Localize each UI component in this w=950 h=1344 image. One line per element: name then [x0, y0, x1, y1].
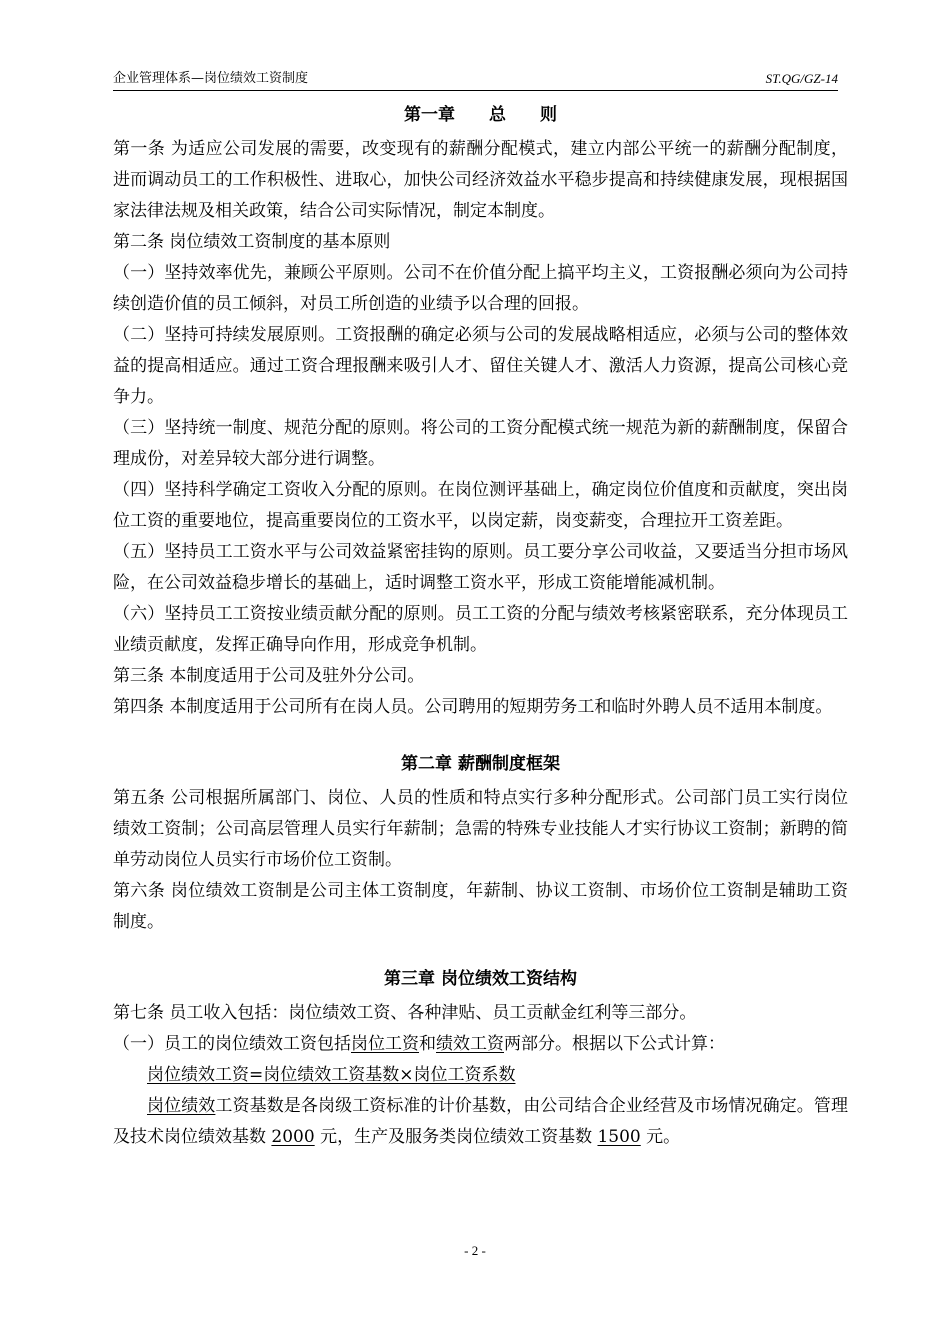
item-1-and: 和 [419, 1034, 436, 1054]
management-base-amount: 2000 [271, 1127, 315, 1147]
wage-base-paragraph [113, 1091, 848, 1153]
wage-base-text-2: 元，生产及服务类岗位绩效工资基数 [314, 1127, 598, 1147]
article-3: 第三条 本制度适用于公司及驻外分公司。 [113, 666, 425, 686]
wage-base-term: 岗位绩效 [147, 1096, 216, 1116]
principle-5: （五）坚持员工工资水平与公司效益紧密挂钩的原则。员工要分享公司收益，又要适当分担市场风险，在公司效益稳步增长的基础上，适时调整工资水平，形成工资能增能减机制。 [113, 542, 848, 593]
document-body [113, 100, 848, 1153]
chapter-1-title [113, 100, 848, 134]
header-title: 企业管理体系—岗位绩效工资制度 [113, 71, 309, 86]
performance-wage-term: 绩效工资 [436, 1034, 504, 1054]
article-5: 第五条 公司根据所属部门、岗位、人员的性质和特点实行多种分配形式。公司部门员工实行岗位绩效工资制；公司高层管理人员实行年薪制；急需的特殊专业技能人才实行协议工资制；新聘的简单劳动岗位人员实行市场价位工资制。 [113, 788, 848, 870]
wage-formula-text: 岗位绩效工资=岗位绩效工资基数×岗位工资系数 [147, 1065, 516, 1085]
article-1: 第一条 为适应公司发展的需要，改变现有的薪酬分配模式，建立内部公平统一的薪酬分配制度，进而调动员工的工作积极性、进取心，加快公司经济效益水平稳步提高和持续健康发展，现根据国家法律法规及相关政策，结合公司实际情况，制定本制度。 [113, 139, 848, 221]
article-7-item-1 [113, 1029, 848, 1060]
page-header [113, 70, 838, 91]
principle-4: （四）坚持科学确定工资收入分配的原则。在岗位测评基础上，确定岗位价值度和贡献度，突出岗位工资的重要地位，提高重要岗位的工资水平，以岗定薪，岗变薪变，合理拉开工资差距。 [113, 480, 848, 531]
article-7: 第七条 员工收入包括：岗位绩效工资、各种津贴、员工贡献金红利等三部分。 [113, 1003, 697, 1023]
chapter-3-title: 第三章 岗位绩效工资结构 [384, 969, 577, 989]
wage-base-text-3: 元。 [640, 1127, 681, 1147]
production-base-amount: 1500 [597, 1127, 641, 1147]
header-doc-code: ST.QG/GZ-14 [765, 71, 838, 86]
chapter-2-title: 第二章 薪酬制度框架 [401, 754, 560, 774]
article-4: 第四条 本制度适用于公司所有在岗人员。公司聘用的短期劳务工和临时外聘人员不适用本制度。 [113, 697, 833, 717]
page-number: - 2 - [464, 1243, 486, 1258]
article-2: 第二条 岗位绩效工资制度的基本原则 [113, 232, 391, 252]
wage-base-text-1: 工资基数是各岗级工资标准的计价基数，由公司结合企业经营及市场情况确定。管理及技术岗位绩效基数 [113, 1096, 849, 1147]
principle-6: （六）坚持员工工资按业绩贡献分配的原则。员工工资的分配与绩效考核紧密联系，充分体现员工业绩贡献度，发挥正确导向作用，形成竞争机制。 [113, 604, 848, 655]
chapter-1-label: 第一章 [404, 105, 455, 125]
chapter-1-word1: 总 [489, 105, 506, 125]
position-wage-term: 岗位工资 [351, 1034, 419, 1054]
article-6: 第六条 岗位绩效工资制是公司主体工资制度，年薪制、协议工资制、市场价位工资制是辅助工资制度。 [113, 881, 848, 932]
item-1-suffix: 两部分。根据以下公式计算： [504, 1034, 725, 1054]
chapter-1-word2: 则 [540, 105, 557, 125]
principle-3: （三）坚持统一制度、规范分配的原则。将公司的工资分配模式统一规范为新的薪酬制度，保留合理成份，对差异较大部分进行调整。 [113, 418, 848, 469]
principle-1: （一）坚持效率优先，兼顾公平原则。公司不在价值分配上搞平均主义，工资报酬必须向为公司持续创造价值的员工倾斜，对员工所创造的业绩予以合理的回报。 [113, 263, 848, 314]
principle-2: （二）坚持可持续发展原则。工资报酬的确定必须与公司的发展战略相适应，必须与公司的整体效益的提高相适应。通过工资合理报酬来吸引人才、留住关键人才、激活人力资源，提高公司核心竞争力。 [113, 325, 848, 407]
wage-formula [113, 1060, 848, 1091]
item-1-prefix: （一）员工的岗位绩效工资包括 [113, 1034, 351, 1054]
